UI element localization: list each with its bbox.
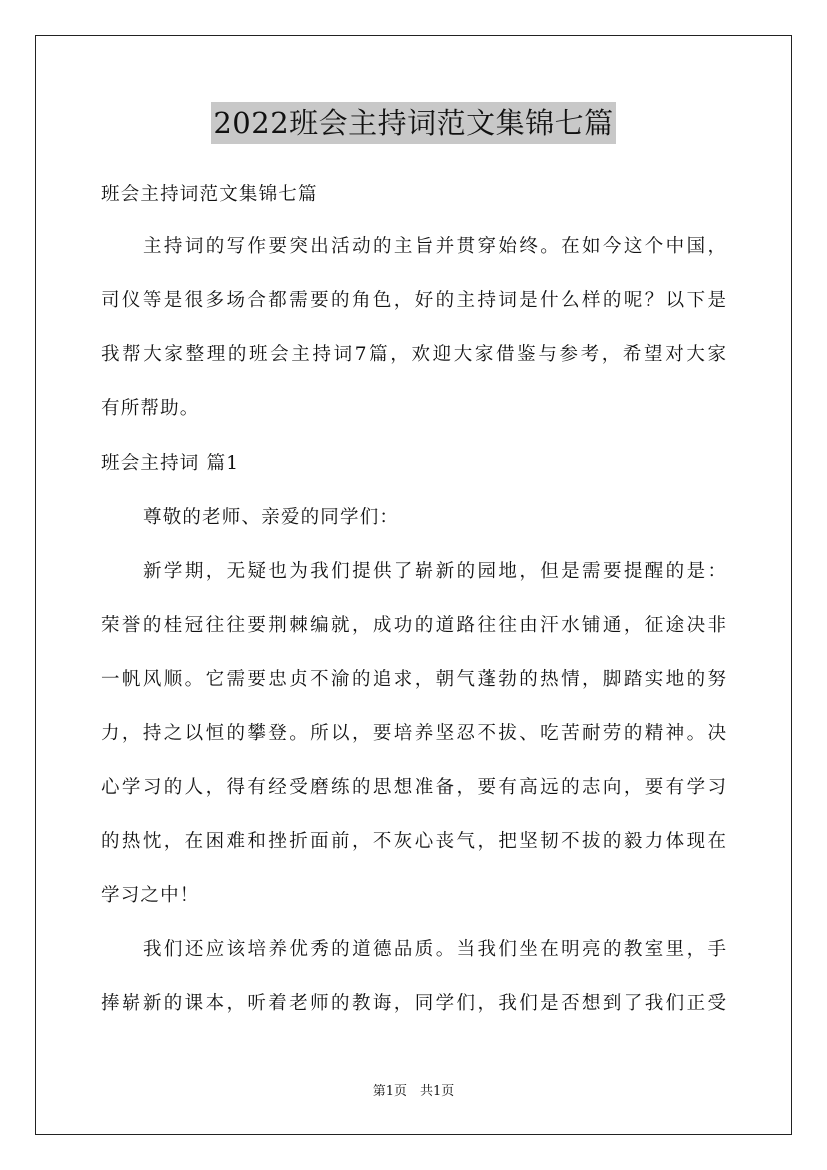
paragraph-line: 的热忱，在困难和挫折面前，不灰心丧气，把坚韧不拔的毅力体现在 — [101, 831, 726, 852]
paragraph-line: 司仪等是很多场合都需要的角色，好的主持词是什么样的呢？以下是 — [101, 290, 726, 311]
paragraph-line: 我帮大家整理的班会主持词7篇，欢迎大家借鉴与参考，希望对大家 — [101, 344, 726, 365]
paragraph-line: 新学期，无疑也为我们提供了崭新的园地，但是需要提醒的是： — [143, 561, 726, 582]
subtitle: 班会主持词范文集锦七篇 — [101, 184, 318, 205]
paragraph-line: 荣誉的桂冠往往要荆棘编就，成功的道路往往由汗水铺通，征途决非 — [101, 615, 726, 636]
paragraph-line: 有所帮助。 — [101, 398, 200, 419]
section-heading: 班会主持词 篇1 — [101, 453, 240, 474]
paragraph-line: 我们还应该培养优秀的道德品质。当我们坐在明亮的教室里，手 — [143, 939, 726, 960]
paragraph-line: 主持词的写作要突出活动的主旨并贯穿始终。在如今这个中国， — [143, 236, 726, 257]
paragraph-line: 心学习的人，得有经受磨练的思想准备，要有高远的志向，要有学习 — [101, 777, 726, 798]
paragraph-line: 一帆风顺。它需要忠贞不渝的追求，朝气蓬勃的热情，脚踏实地的努 — [101, 669, 726, 690]
salutation: 尊敬的老师、亲爱的同学们： — [143, 507, 400, 528]
paragraph-line: 学习之中！ — [101, 885, 200, 906]
title-wrap — [0, 102, 827, 144]
document-title: 2022班会主持词范文集锦七篇 — [211, 102, 615, 144]
paragraph-line: 力，持之以恒的攀登。所以，要培养坚忍不拔、吃苦耐劳的精神。决 — [101, 723, 726, 744]
page-footer: 第1页 共1页 — [372, 1084, 455, 1099]
paragraph-line: 捧崭新的课本，听着老师的教诲，同学们，我们是否想到了我们正受 — [101, 993, 726, 1014]
